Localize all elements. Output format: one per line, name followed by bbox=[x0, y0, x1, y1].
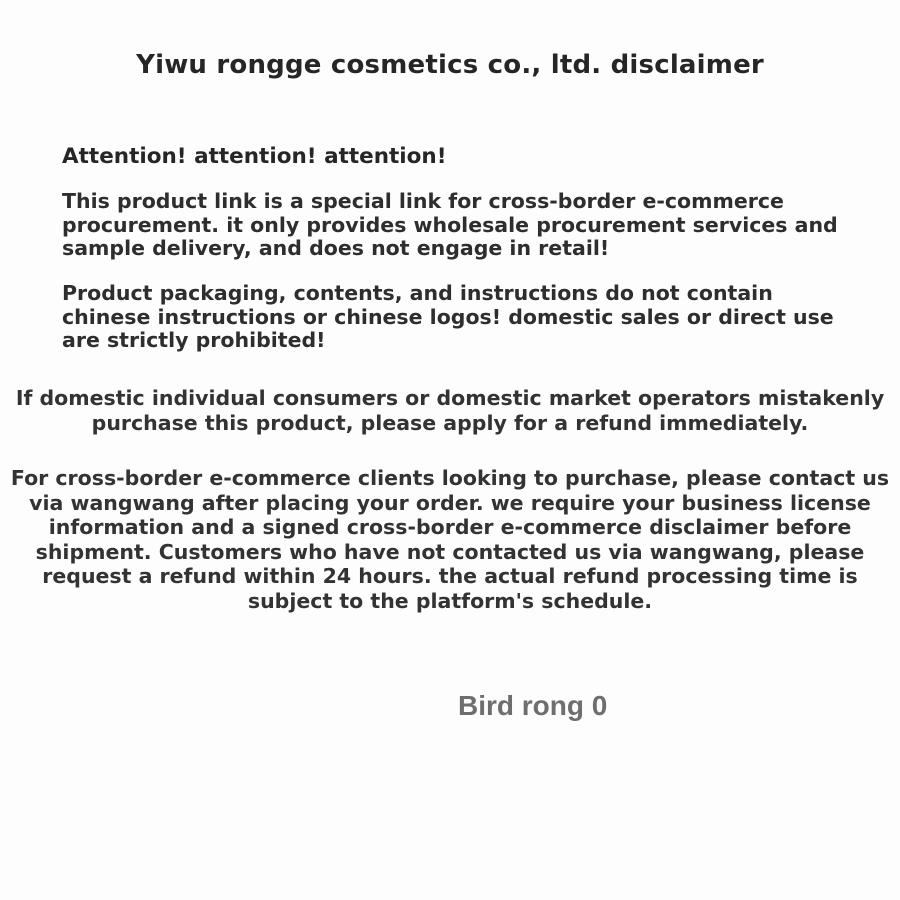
packaging-paragraph: Product packaging, contents, and instructions do not contain chinese instructions or chinese logos! domestic sales or direct use are strictly prohibited! bbox=[62, 281, 834, 352]
signature-text: Bird rong 0 bbox=[458, 690, 608, 721]
refund-notice-paragraph: If domestic individual consumers or domestic market operators mistakenly purchase this product, please apply for a refund immediately. bbox=[15, 386, 885, 435]
cross-border-clients-paragraph: For cross-border e-commerce clients looking to purchase, please contact us via wangwang after placing your order. we require your business license information and a signed cross-border e-commerce disclaimer before shipment. Customers who have not contacted us via wangwang, please request a refund within 24 hours. the actual refund processing time is subject to the platform's schedule. bbox=[10, 466, 890, 613]
procurement-paragraph: This product link is a special link for cross-border e-commerce procurement. it only provides wholesale procurement services and sample delivery, and does not engage in retail! bbox=[62, 189, 838, 260]
attention-heading: Attention! attention! attention! bbox=[62, 144, 447, 169]
document-title: Yiwu rongge cosmetics co., ltd. disclaimer bbox=[136, 50, 764, 80]
